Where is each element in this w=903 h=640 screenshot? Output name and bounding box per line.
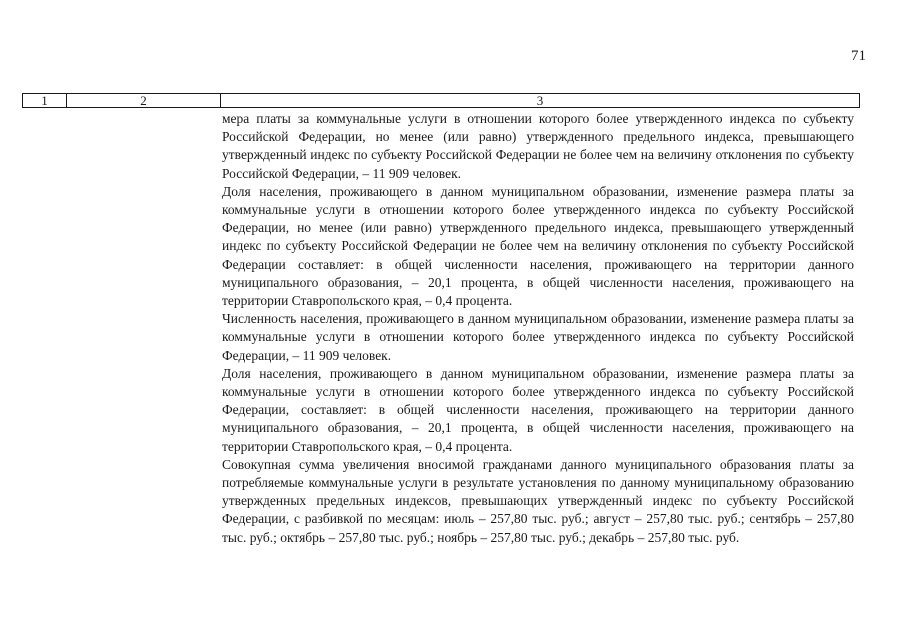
paragraph-population-share: Доля населения, проживающего в данном муниципальном образовании, изменение размера платы за коммунальные услуги в отношении которого более утвержденного индекса по субъекту Российской Федерации, но менее (или равно) утвержденного предельного индекса, превышающего утвержденный индекс по субъекту Российской Федерации не более чем на величину отклонения по субъекту Российской Федерации составляет: в общей численности населения, проживающего на территории данного муниципального образования, – 20,1 процента, в общей численности населения, проживающего на территории Ставропольского края, – 0,4 процента. [222,183,854,309]
column-number-2: 2 [67,94,221,107]
table-header-row [22,93,860,108]
paragraph-population-count: Численность населения, проживающего в данном муниципальном образовании, изменение размера платы за коммунальные услуги в отношении которого более утвержденного индекса по субъекту Российской Федерации, – 11 909 человек. [222,311,854,363]
paragraph-continuation: мера платы за коммунальные услуги в отношении которого более утвержденного индекса по субъекту Российской Федерации, но менее (или равно) утвержденного предельного индекса, превышающего утвержденный индекс по субъекту Российской Федерации не более чем на величину отклонения по субъекту Российской Федерации, – 11 909 человек. [222,111,854,181]
paragraph-population-share-above-index: Доля населения, проживающего в данном муниципальном образовании, изменение размера платы за коммунальные услуги в отношении которого более утвержденного индекса по субъекту Российской Федерации, составляет: в общей численности населения, проживающего на территории данного муниципального образования, – 20,1 процента, в общей численности населения, проживающего на территории Ставропольского края, – 0,4 процента. [222,365,854,454]
column-number-3: 3 [536,93,544,108]
paragraph-monthly-total: Совокупная сумма увеличения вносимой гражданами данного муниципального образования платы за потребляемые коммунальные услуги в результате установления по данному муниципальному образованию утвержденных предельных индексов, превышающих утвержденный индекс по субъекту Российской Федерации, с разбивкой по месяцам: июль – 257,80 тыс. руб.; август – 257,80 тыс. руб.; сентябрь – 257,80 тыс. руб.; октябрь – 257,80 тыс. руб.; ноябрь – 257,80 тыс. руб.; декабрь – 257,80 тыс. руб. [222,456,854,545]
column-number-1: 1 [23,94,67,107]
table-cell-column-3-content [222,110,854,547]
page-number: 71 [851,48,866,64]
